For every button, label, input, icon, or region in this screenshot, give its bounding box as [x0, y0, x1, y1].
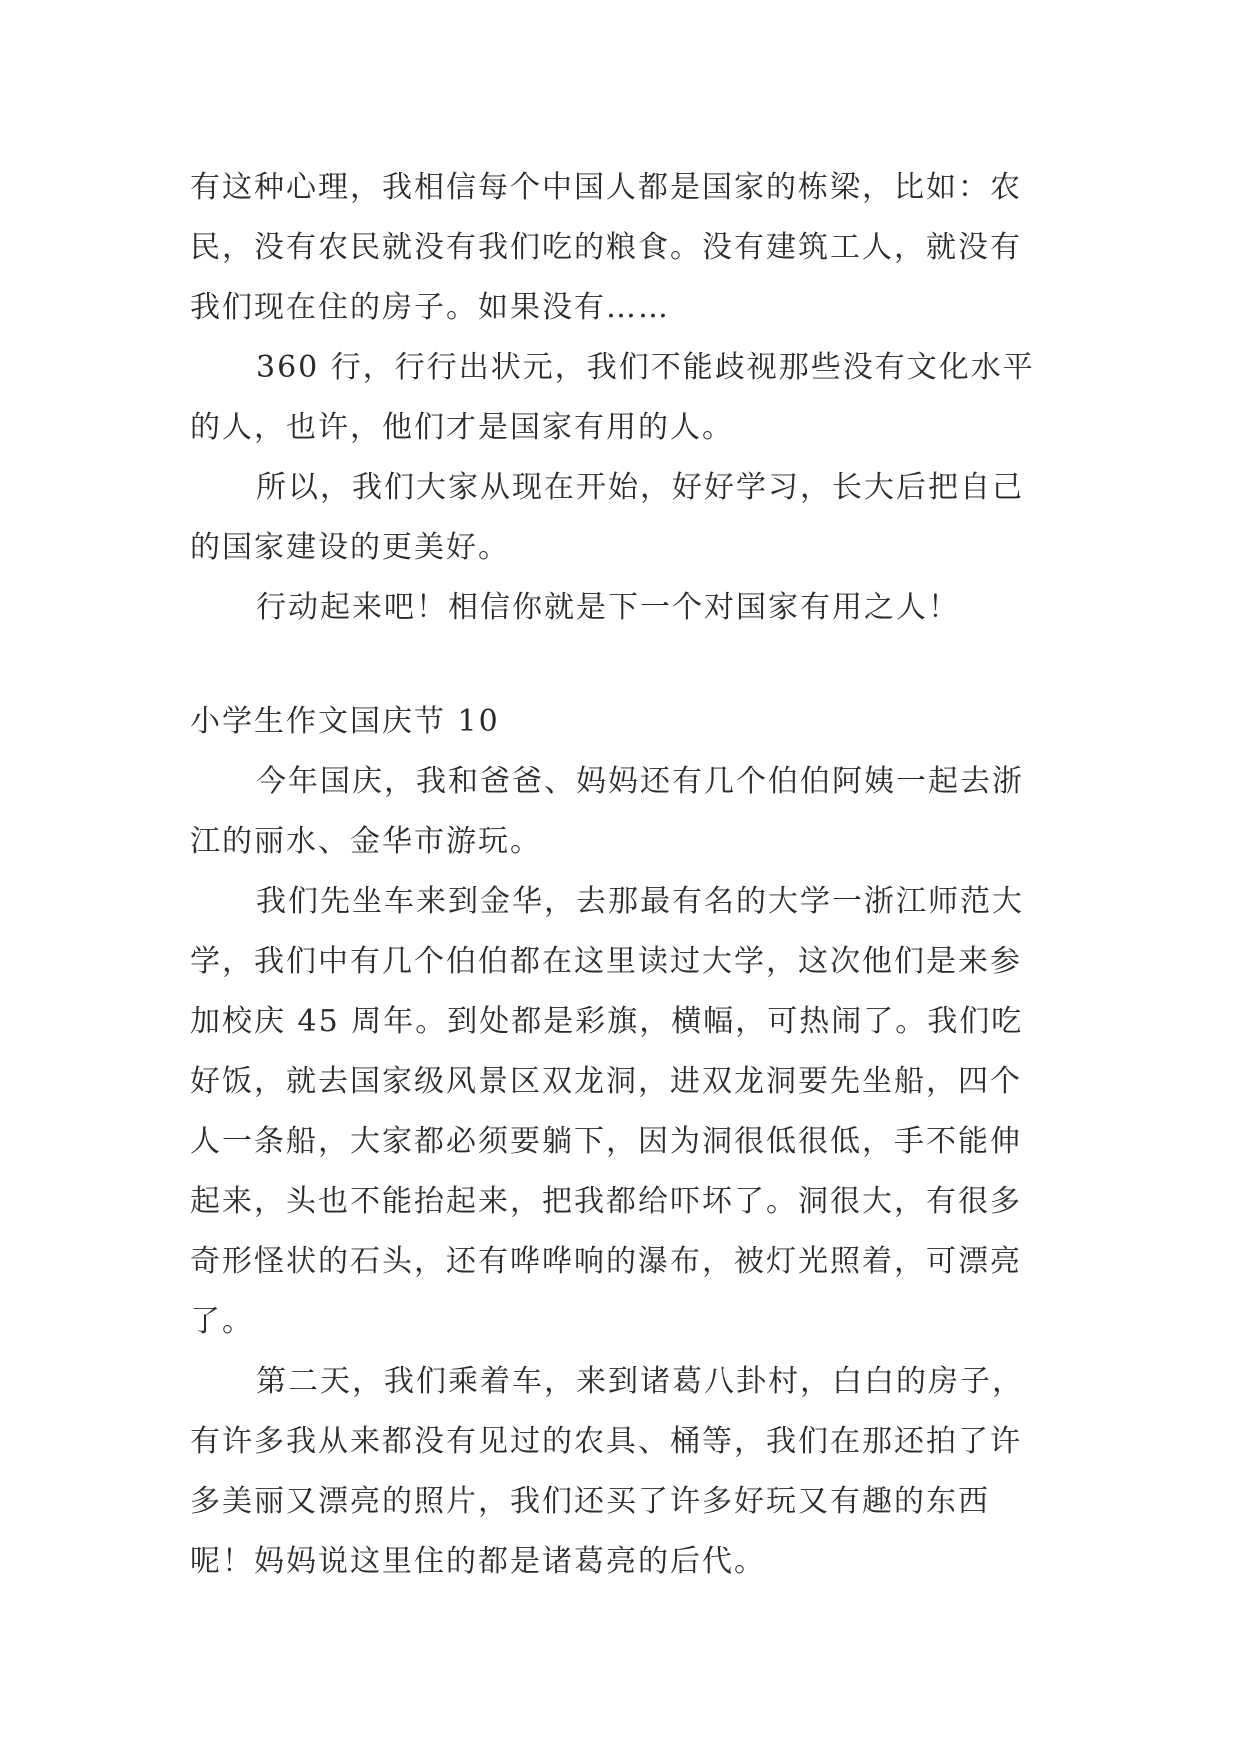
paragraph-continuation	[190, 158, 1054, 338]
text-line: 的人，也许，他们才是国家有用的人。	[190, 410, 734, 445]
paragraph-jinhua-visit	[190, 872, 1054, 1352]
text-line: 第二天，我们乘着车，来到诸葛八卦村，白白的房子，	[256, 1364, 1024, 1399]
text-line: 所以，我们大家从现在开始，好好学习，长大后把自己	[256, 470, 1024, 505]
text-line: 我们先坐车来到金华，去那最有名的大学一浙江师范大	[256, 884, 1024, 919]
document-body	[190, 158, 1054, 1592]
text-line: 行动起来吧！相信你就是下一个对国家有用之人！	[256, 590, 960, 625]
text-line: 学，我们中有几个伯伯都在这里读过大学，这次他们是来参	[190, 944, 1022, 979]
text-line: 加校庆 45 周年。到处都是彩旗，横幅，可热闹了。我们吃	[190, 1004, 1024, 1039]
text-line: 今年国庆，我和爸爸、妈妈还有几个伯伯阿姨一起去浙	[256, 764, 1024, 799]
text-line: 起来，头也不能抬起来，把我都给吓坏了。洞很大，有很多	[190, 1184, 1022, 1219]
paragraph-zhuge-village	[190, 1352, 1054, 1592]
text-line: 好饭，就去国家级风景区双龙洞，进双龙洞要先坐船，四个	[190, 1064, 1022, 1099]
text-line: 了。	[190, 1304, 254, 1339]
text-line: 有许多我从来都没有见过的农具、桶等，我们在那还拍了许	[190, 1424, 1022, 1459]
text-line: 呢！妈妈说这里住的都是诸葛亮的后代。	[190, 1544, 766, 1579]
paragraph-360-trades	[190, 338, 1054, 458]
text-line: 人一条船，大家都必须要躺下，因为洞很低很低，手不能伸	[190, 1124, 1022, 1159]
text-line: 我们现在住的房子。如果没有……	[190, 290, 670, 325]
essay-heading: 小学生作文国庆节 10	[190, 704, 500, 739]
text-line: 有这种心理，我相信每个中国人都是国家的栋梁，比如：农	[190, 170, 1022, 205]
text-line: 民，没有农民就没有我们吃的粮食。没有建筑工人，就没有	[190, 230, 1022, 265]
text-line: 奇形怪状的石头，还有哗哗响的瀑布，被灯光照着，可漂亮	[190, 1244, 1022, 1279]
text-line: 多美丽又漂亮的照片，我们还买了许多好玩又有趣的东西	[190, 1484, 990, 1519]
paragraph-call-to-action	[190, 578, 1054, 638]
text-line: 360 行，行行出状元，我们不能歧视那些没有文化水平	[256, 350, 1035, 385]
paragraph-national-day-trip	[190, 752, 1054, 872]
text-line: 江的丽水、金华市游玩。	[190, 824, 542, 859]
text-line: 的国家建设的更美好。	[190, 530, 510, 565]
paragraph-study-hard	[190, 458, 1054, 578]
